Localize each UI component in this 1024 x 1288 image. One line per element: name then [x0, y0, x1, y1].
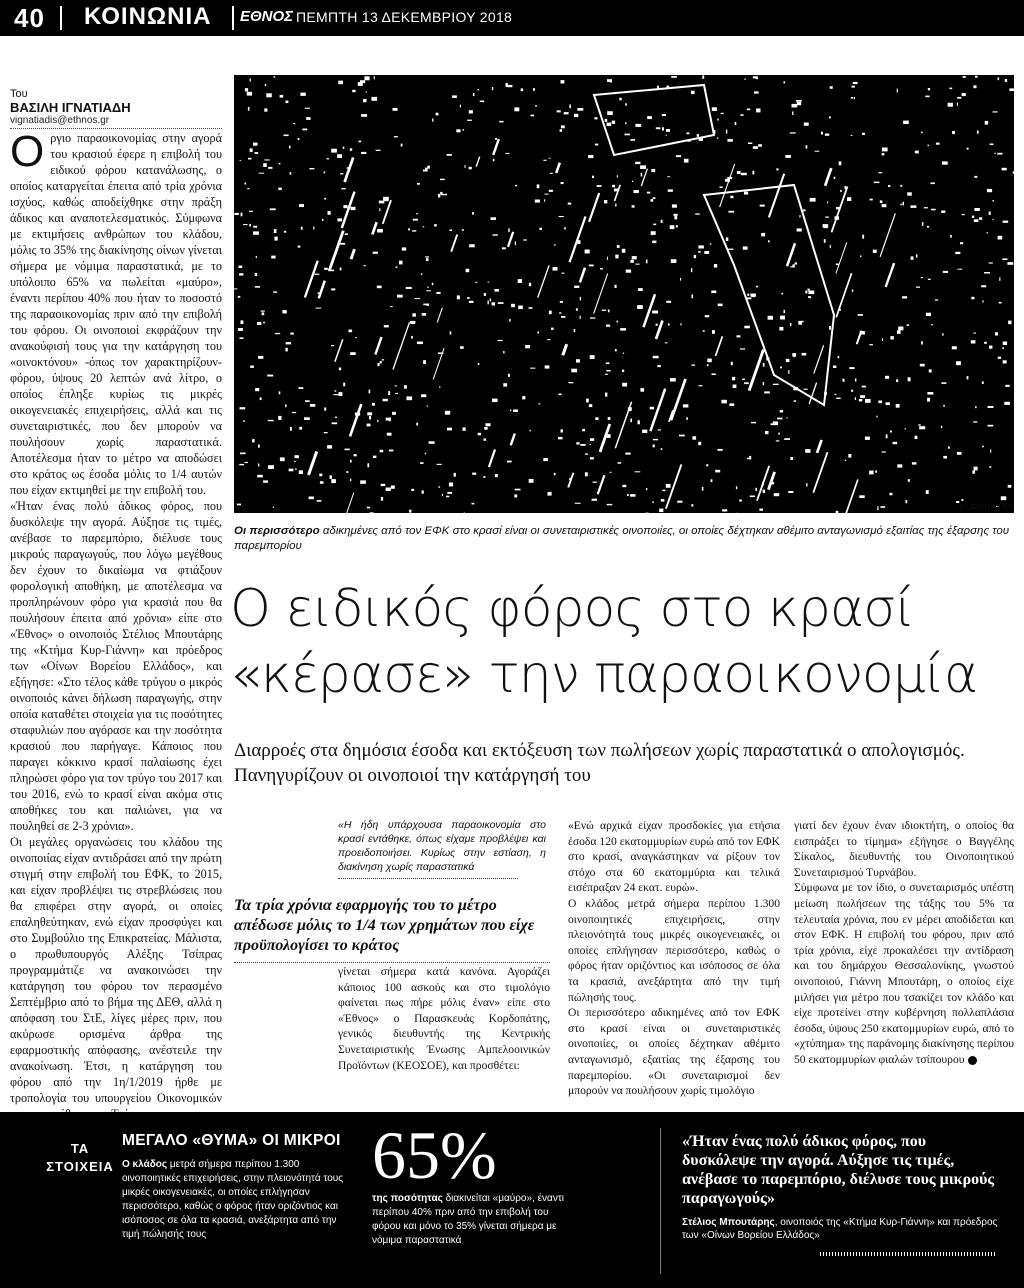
article-paragraph: γιατί δεν έχουν έναν ιδιοκτήτη, ο οποίος θα εισπράξει το τίμημα» εξήγησε ο Βαγγέλης Σίκαλος, διευθυντής του Οινοποιητικού Συνεταιρισμού Τυρνάβου.: [794, 819, 1014, 879]
header-divider: [60, 6, 62, 30]
newspaper-logo: ΕΘΝΟΣ: [240, 8, 294, 25]
article-paragraph: Οργιο παραοικονομίας στην αγορά του κρασιού έφερε η επιβολή του ειδικού φόρου κατανάλωσης, ο οποίος καταργείται έπειτα από τρία χρόνια ισχύος, καθώς αποδείχθηκε στην πράξη άδικος και αναποτελεσματικός. Σύμφωνα με εκτιμήσεις ανθρώπων του κλάδου, μόλις το 35% της διακίνησης οίνων γίνεται σήμερα με νόμιμα παραστατικά, με το υπόλοιπο 65% να πωλείται «μαύρο», έναντι περίπου 40% που ήταν το ποσοστό της παραοικονομίας πριν από την επιβολή του φόρου. Οι οινοποιοί εκφράζουν την ανακούφισή τους για την κατάργηση του «οινοκτόνου» -όπως τον χαρακτηρίζουν- φόρου, ύψους 20 λεπτών ανά λίτρο, ο οποίος έπληξε κυρίως τις μικρές οικογενειακές επιχειρήσεις, αλλά και τις συνεταιριστικές, που δεν μπορούν να πουλήσουν χωρίς παραστατικά. Αποτέλεσμα ήταν το μέτρο να αποδώσει στο κράτος ως έσοδα μόλις το 1/4 αυτών που είχαν εκτιμηθεί με την επιβολή του.: [10, 127, 222, 497]
divider: [820, 1252, 996, 1256]
section-title: ΚΟΙΝΩΝΙΑ: [84, 3, 212, 30]
article-body-column-3: [568, 818, 780, 1098]
featured-quote: [682, 1132, 1002, 1256]
photo-credit: EUROKINISSI: [960, 503, 1015, 512]
fact-small-producers: [122, 1132, 354, 1242]
highlight-headline: Τα τρία χρόνια εφαρμογής του το μέτρο απέδωσε μόλις το 1/4 των χρημάτων που είχε προϋπολογίσει το κράτος: [234, 896, 550, 963]
header-divider: [232, 6, 234, 30]
drop-cap: Ο: [10, 127, 45, 176]
article-subheadline: Διαρροές στα δημόσια έσοδα και εκτόξευση των πωλήσεων χωρίς παραστατικά ο απολογισμός. Πανηγυρίζουν οι οινοποιοί την κατάργησή του: [234, 740, 965, 786]
big-percentage: 65%: [372, 1117, 497, 1193]
article-paragraph: Σύμφωνα με τον ίδιο, ο συνεταιρισμός υπέστη μείωση πωλήσεων της τάξης του 5% τα τελευταία χρόνια, που εν μέρει αποδίδεται και στον ΕΦΚ. Η επιβολή του φόρου, πριν από τρία χρόνια, είχε προκαλέσει την αντίδραση και του δημάρχου Θεσσαλονίκης, γνωστού οινοποιού, Γιάννη Μπουτάρη, ο οποίος είχε μιλήσει για μέτρο που τσακίζει τον κλάδο και είχε προτείνει στην κυβέρνηση πολλαπλάσια έσοδα, ύψους 250 εκατομμυρίων ευρώ, από το «χτύπημα» της παράνομης διακίνησης περίπου 50 εκατομμυρίων φιαλών τσίπουρου: [794, 881, 1014, 1066]
byline: [10, 88, 222, 129]
facts-label: ΤΑ ΣΤΟΙΧΕΙΑ: [46, 1141, 114, 1174]
photo-caption: Οι περισσότερο αδικημένες από τον ΕΦΚ στο κρασί είναι οι συνεταιριστικές οινοποιίες, οι οποίες δέχτηκαν αθέμιτο ανταγωνισμό εξαιτίας της έξαρσης του παρεμπορίου: [234, 525, 1010, 552]
headline-line: Ο ειδικός φόρος στο κρασί: [230, 579, 915, 639]
page-header-banner: [0, 0, 1024, 36]
column-divider: [660, 1128, 661, 1274]
author-email: vignatiadis@ethnos.gr: [10, 115, 222, 129]
fact-text: Ο κλάδος μετρά σήμερα περίπου 1.300 οινοποιητικές επιχειρήσεις, στην πλειονότητά τους μικρές οικογενειακές, οι οποίες επλήγησαν περισσότερο, καθώς ο φόρος ήταν οριζόντιος και ισόποσος σε όλα τα κρασιά, ανεξάρτητα από την τιμή πώλησής τους: [122, 1159, 344, 1240]
headline-line: «κέρασε» την παραοικονομία: [230, 645, 978, 705]
author-name: ΒΑΣΙΛΗ ΙΓΝΑΤΙΑΔΗ: [10, 100, 131, 115]
article-paragraph: Οι μεγάλες οργανώσεις του κλάδου της οινοποιίας είχαν αντιδράσει από την πρώτη στιγμή στην επιβολή του ΕΦΚ, το 2015, και είχαν προβλέψει τις στρεβλώσεις που θα επιφέρει στην αγορά, οι οποίες επαληθεύτηκαν, ενώ είχαν προσφύγει και στο Συμβούλιο της Επικρατείας. Μάλιστα, ο πρωθυπουργός Αλέξης Τσίπρας προγραμμάτιζε να ανακοινώσει την κατάργηση του φόρου τον περασμένο Σεπτέμβριο από το βήμα της ΔΕΘ, αλλά η απόφαση του ΣτΕ, λίγες μέρες πριν, που ακύρωσε ορισμένα άρθρα της εφαρμοστικής απόφασης, ανέστειλε την ανακοίνωση. Έτσι, η κατάργηση του φόρου από την 1η/1/2019 ήρθε με τροπολογία του υπουργείου Οικονομικών: [10, 835, 222, 1105]
quote-attribution: Στέλιος Μπουτάρης, οινοποιός της «Κτήμα Κυρ-Γιάννη» και πρόεδρος των «Οίνων Βορείου Ελλάδος»: [682, 1217, 998, 1241]
fact-percentage: [372, 1117, 572, 1248]
article-paragraph: Ο κλάδος μετρά σήμερα περίπου 1.300 οινοποιητικές επιχειρήσεις, στην πλειονότητά τους μικρές οικογενειακές, οι οποίες επλήγησαν περισσότερο, καθώς ο φόρος ήταν οριζόντιος και ισόποσος σε όλα τα κρασιά, ανεξάρτητα από την τιμή πώλησής τους.: [568, 896, 780, 1004]
end-mark-icon: [968, 1056, 977, 1065]
article-headline: [230, 576, 1020, 708]
article-body-column-2: γίνεται σήμερα κατά κανόνα. Αγοράζει κάποιος 100 ασκούς και στο τιμολόγιο φαίνεται πως πήρε μόλις έναν» είπε στο «Έθνος» ο Παρασκευάς Κορδοπάτης, γενικός διευθυντής της Κεντρικής Συνεταιριστικής Ένωσης Αμπελοοινικών Προϊόντων (ΚΕΟΣΟΕ), και προσθέτει:: [338, 965, 550, 1072]
fact-title: ΜΕΓΑΛΟ «ΘΥΜΑ» ΟΙ ΜΙΚΡΟΙ: [122, 1132, 341, 1149]
byline-prefix: Του: [10, 88, 28, 100]
article-body-column-4: [794, 818, 1014, 1094]
pull-quote: «Η ήδη υπάρχουσα παραοικονομία στο κρασί εντάθηκε, όπως είχαμε προβλέψει και προειδοποιήσει. Κυρίως στην εστίαση, η διακίνηση χωρίς παραστατικά: [338, 818, 546, 879]
issue-date: ΠΕΜΠΤΗ 13 ΔΕΚΕΜΒΡΙΟΥ 2018: [296, 9, 513, 25]
article-paragraph: «Ήταν ένας πολύ άδικος φόρος, που δυσκόλεψε την αγορά. Αύξησε τις τιμές, ανέβασε το παρεμπόριο, διέλυσε τους μικρούς παραγωγούς, που λόγω μεγέθους δεν έχουν το δικαίωμα να φτιάξουν φορολογική αποθήκη, με αποτέλεσμα να προπληρώνουν φόρο για κρασιά που θα πουλήσουν έπειτα από χρόνια» είπε στο «Έθνος» ο οινοποιός Στέλιος Μπουτάρης της «Κτήμα Κυρ-Γιάννη» και πρόεδρος των «Οίνων Βορείου Ελλάδος», και εξήγησε: «Στο τέλος κάθε τρύγου ο μικρός οινοποιός κάνει δήλωση παραγωγής, στην οποία καταθέτει στοιχεία για τις ποσότητες σταφυλιών που αγόρασε και την ποσότητα κρασιού που παρήγαγε. Κάποιος που παραγει κόκκινο κρασί παλαίωσης έχει πληρώσει φόρο για τον τρύγο του 2017 και του 2016, ενώ το κρασί είναι ακόμα στις αποθήκες του και παλιώνει, για να πουληθεί σε 2-3 χρόνια».: [10, 499, 222, 833]
fact-text: της ποσότητας διακινείται «μαύρο», έναντι περίπου 40% πριν από την επιβολή του φόρου και μόνο το 35% γίνεται σήμερα με νόμιμα παραστατικά: [372, 1193, 565, 1246]
article-paragraph: Οι περισσότερο αδικημένες από τον ΕΦΚ στο κρασί είναι οι συνεταιριστικές οινοποιίες, οι οποίες δέχτηκαν αθέμιτο ανταγωνισμό, εξαιτίας της έξαρσης του παρεμπορίου. «Οι συνεταιρισμοί δεν μπορούν να πουλήσουν χωρίς τιμολόγιο: [568, 1006, 780, 1098]
vineyard-aerial-photo: [234, 75, 1014, 513]
article-body-left-column: [10, 127, 222, 1105]
photo-image: [234, 75, 1014, 513]
page-number: 40: [14, 3, 45, 33]
article-paragraph: «Ενώ αρχικά είχαν προσδοκίες για ετήσια έσοδα 120 εκατομμυρίων ευρώ από τον ΕΦΚ στο κρασί, αναγκάστηκαν να ρίξουν τον στόχο στα 60 εκατομμύρια και τελικά εισέπραξαν 24 εκατ. ευρώ».: [568, 819, 780, 895]
facts-box: [0, 1112, 1024, 1288]
quote-text: «Ήταν ένας πολύ άδικος φόρος, που δυσκόλεψε την αγορά. Αύξησε τις τιμές, ανέβασε το παρεμπόριο, διέλυσε τους μικρούς παραγωγούς»: [682, 1133, 995, 1207]
divider: [338, 878, 518, 879]
